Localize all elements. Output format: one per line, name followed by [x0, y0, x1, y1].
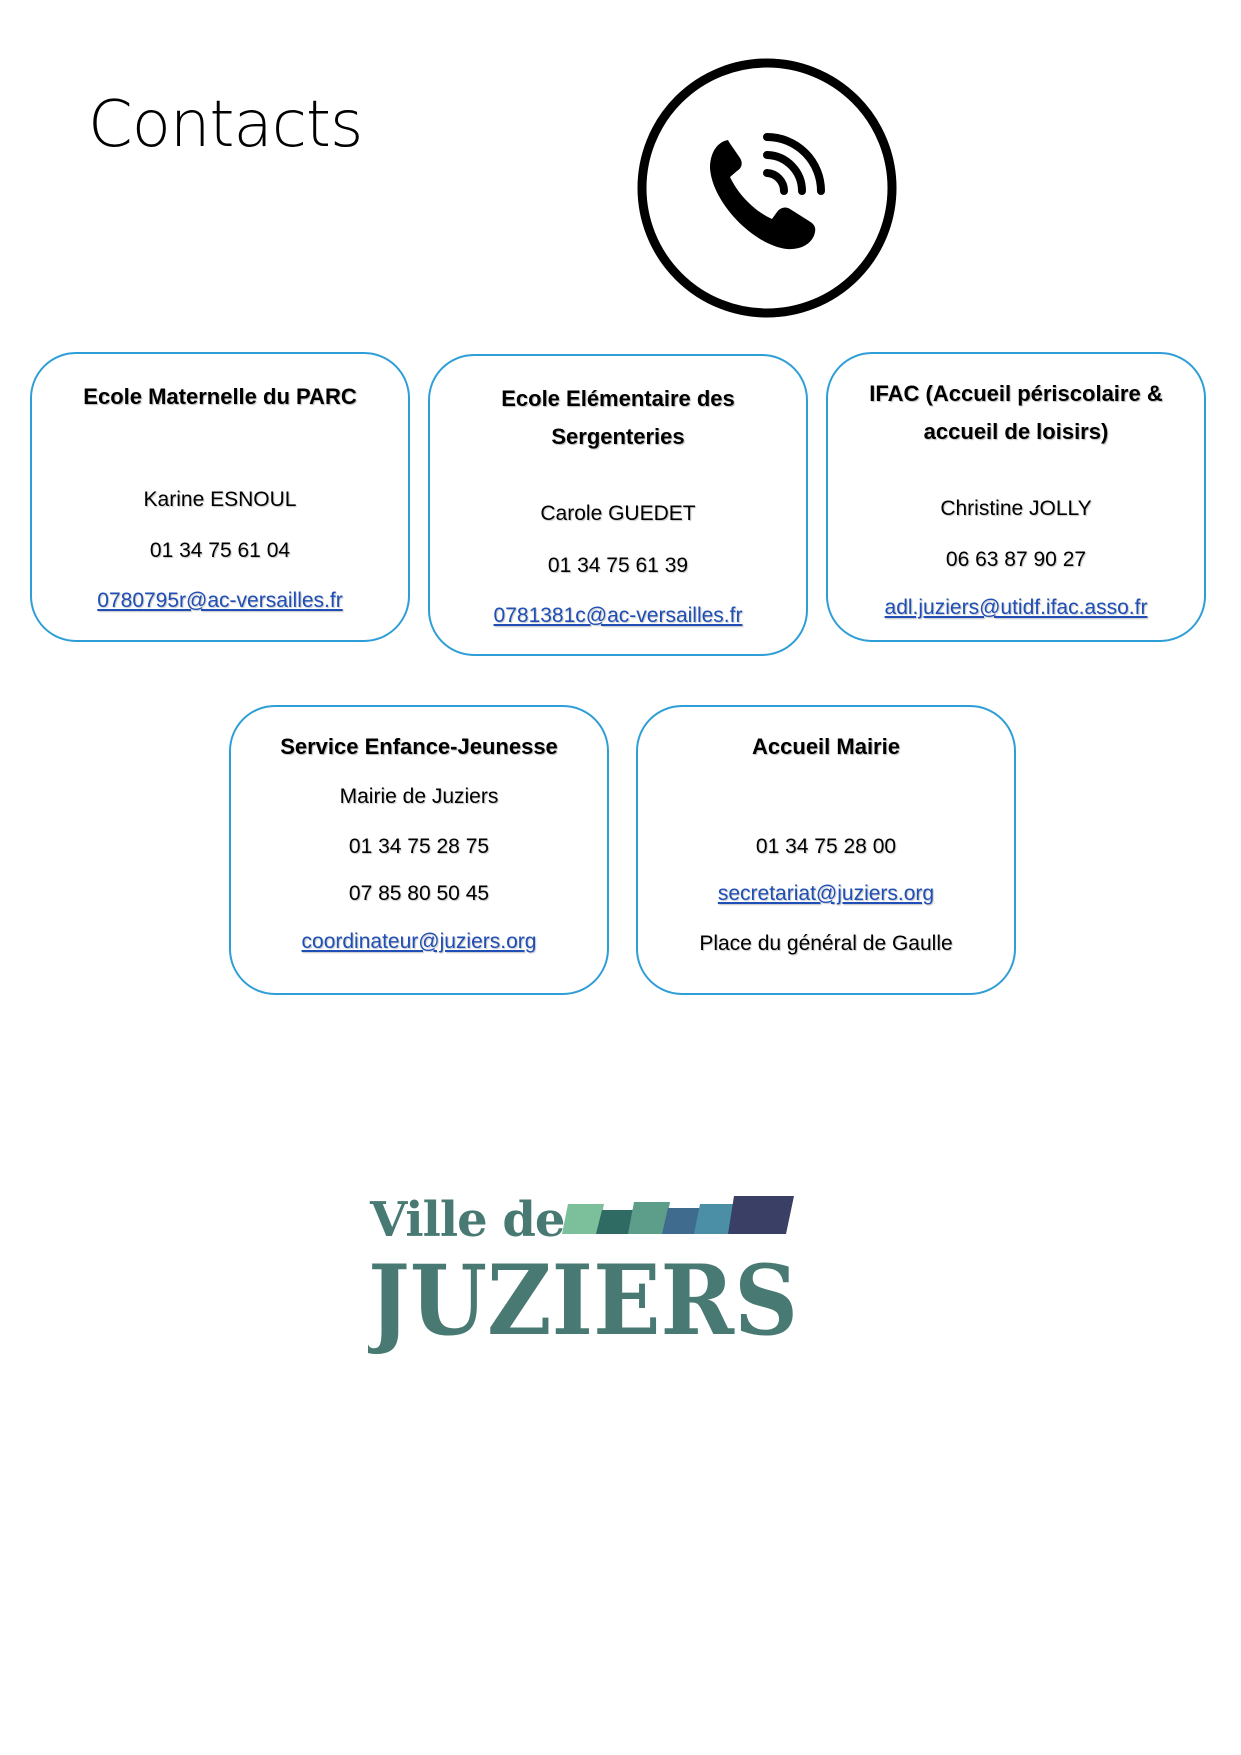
card-title: Service Enfance-Jeunesse: [280, 734, 558, 759]
contact-name: Karine ESNOUL: [143, 488, 297, 511]
email-link[interactable]: 0780795r@ac-versailles.fr: [97, 589, 343, 612]
phone-number: 01 34 75 61 39: [547, 554, 689, 577]
phone-number: 01 34 75 28 00: [755, 835, 897, 858]
phone-number: 01 34 75 61 04: [149, 539, 291, 562]
card-title: Ecole Maternelle du PARC: [83, 384, 357, 409]
card-title-line1: IFAC (Accueil périscolaire &: [869, 381, 1163, 406]
email-link[interactable]: adl.juziers@utidf.ifac.asso.fr: [884, 596, 1148, 619]
contact-name: Christine JOLLY: [940, 497, 1092, 520]
contact-card-service-enfance-jeunesse: [229, 705, 609, 995]
address: Place du général de Gaulle: [699, 932, 953, 955]
card-title: Accueil Mairie: [752, 734, 900, 759]
logo-line1: Ville de: [370, 1192, 565, 1248]
contact-card-ecole-maternelle: [30, 352, 410, 642]
card-title-line2: Sergenteries: [551, 424, 685, 449]
ville-de-juziers-logo: [368, 1186, 808, 1356]
email-link[interactable]: secretariat@juziers.org: [717, 882, 935, 905]
contact-card-accueil-mairie: [636, 705, 1016, 995]
contact-card-ifac: [826, 352, 1206, 642]
phone-ringing-icon: [636, 57, 898, 319]
card-subtitle: Mairie de Juziers: [339, 785, 499, 808]
card-title-line2: accueil de loisirs): [923, 419, 1109, 444]
logo-line2: JUZIERS: [368, 1244, 798, 1356]
email-link[interactable]: coordinateur@juziers.org: [301, 930, 537, 953]
phone-number: 06 63 87 90 27: [945, 548, 1087, 571]
phone-number-2: 07 85 80 50 45: [348, 882, 490, 905]
contact-name: Carole GUEDET: [540, 502, 696, 525]
page-title: Contacts: [88, 88, 363, 162]
card-title-line1: Ecole Elémentaire des: [501, 386, 735, 411]
email-link[interactable]: 0781381c@ac-versailles.fr: [493, 604, 743, 627]
phone-number-1: 01 34 75 28 75: [348, 835, 490, 858]
contact-card-ecole-elementaire: [428, 354, 808, 656]
